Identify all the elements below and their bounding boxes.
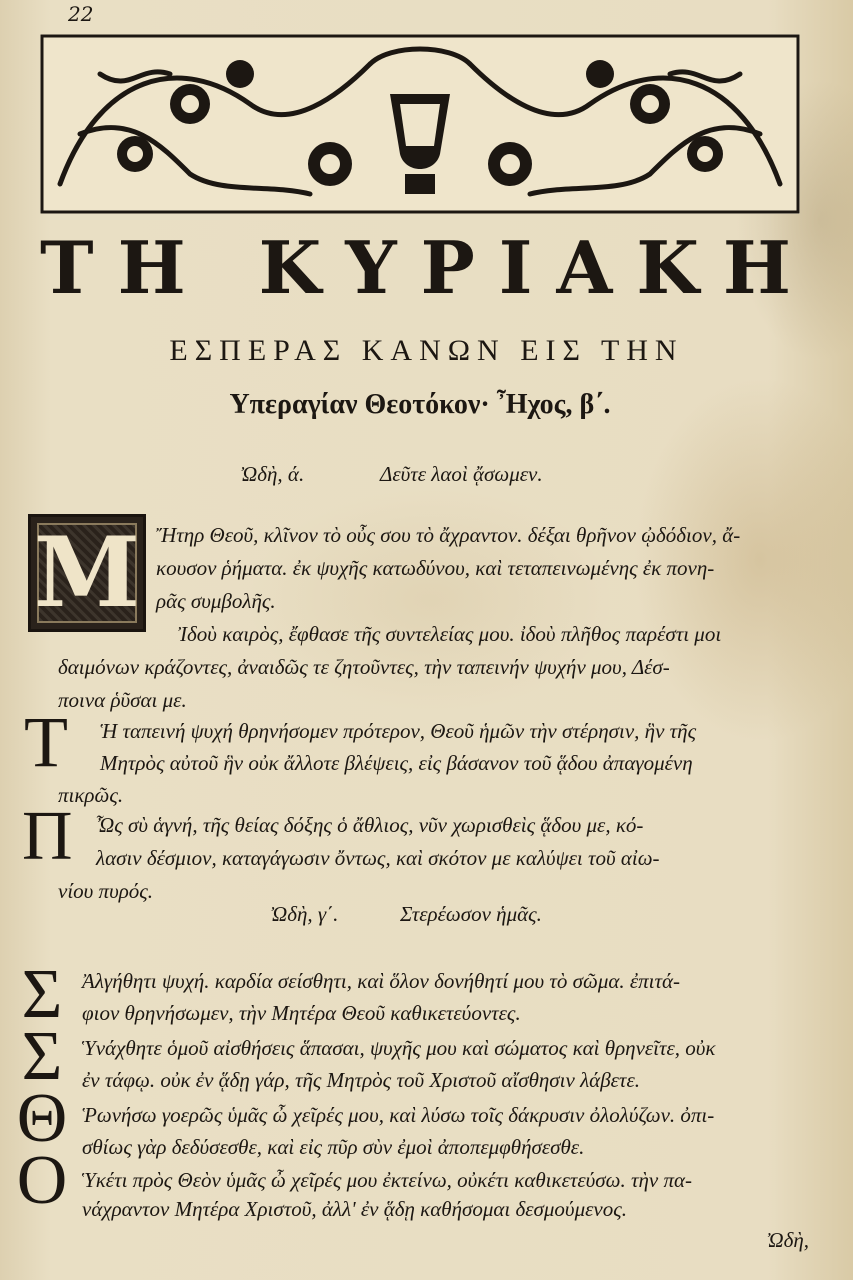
text-line: Ὦς σὺ ἁγνή, τῆς θείας δόξης ὁ ἄθλιος, νῦν χωρισθεὶς ᾅδου με, κό- — [96, 813, 644, 837]
text-line: κουσον ῥήματα. ἐκ ψυχῆς κατωδύνου, καὶ τεταπεινωμένης ἐκ πονη- — [156, 556, 715, 580]
text-line: πικρῶς. — [58, 783, 124, 807]
text-line: Ἀλγήθητι ψυχή. καρδία σείσθητι, καὶ ὅλον δονήθητί μου τὸ σῶμα. ἐπιτά- — [82, 969, 681, 993]
acrostic-letters — [8, 956, 76, 1220]
acrostic-letter: Θ — [16, 1080, 68, 1157]
text-line: Ἰδοὺ καιρὸς, ἔφθασε τῆς συντελείας μου. ἰδοὺ πλῆθος παρέστι μοι — [178, 622, 722, 646]
text-line: φιον θρηνήσωμεν, τὴν Μητέρα Θεοῦ καθικετεύοντες. — [82, 1001, 521, 1025]
ode-3-label: Ὠδὴ, γ΄. — [270, 902, 339, 926]
text-line: νίου πυρός. — [58, 879, 154, 903]
acrostic-letter: Ο — [16, 1142, 68, 1219]
text-line: σθίως γὰρ δεδύσεσθε, καὶ εἰς πῦρ σὺν ἐμοὶ ἀποπεμφθήσεσθε. — [82, 1135, 585, 1159]
subtitle: ΕΣΠΕΡΑΣ ΚΑΝΩΝ ΕΙΣ ΤΗΝ — [169, 334, 684, 367]
text-line: Ὑνάχθητε ὁμοῦ αἰσθήσεις ἅπασαι, ψυχῆς μου καὶ σώματος καὶ θρηνεῖτε, οὐκ — [82, 1036, 716, 1060]
text-line: λασιν δέσμιον, καταγάγωσιν ὄντως, καὶ σκότον με καλύψει τοῦ αἰω- — [96, 846, 660, 870]
decorated-initial-letter: Μ — [33, 516, 141, 629]
text-line: Ἤτηρ Θεοῦ, κλῖνον τὸ οὖς σου τὸ ἄχραντον. δέξαι θρῆνον ᾠδόδιον, ἄ- — [156, 523, 741, 547]
initial-capital: Τ — [24, 702, 68, 782]
text-line: Μητρὸς αὐτοῦ ἣν οὐκ ἄλλοτε βλέψεις, εἰς βάσανον τοῦ ᾅδου ἀπαγομένη — [100, 751, 693, 775]
text-line: δαιμόνων κράζοντες, ἀναιδῶς τε ζητοῦντες, τὴν ταπεινήν ψυχήν μου, Δέσ- — [58, 655, 670, 679]
acrostic-letter: Σ — [21, 956, 63, 1033]
text-line: Ὑκέτι πρὸς Θεὸν ὑμᾶς ὦ χεῖρές μου ἐκτείνω, οὐκέτι καθικετεύσω. τὴν πα- — [82, 1168, 693, 1192]
text-line: νάχραντον Μητέρα Χριστοῦ, ἀλλ' ἐν ᾅδῃ καθήσομαι δεσμούμενος. — [82, 1197, 627, 1221]
text-line: ρᾶς συμβολῆς. — [156, 589, 276, 613]
ode-1-text: Δεῦτε λαοὶ ᾄσωμεν. — [380, 462, 543, 486]
initial-capital: Π — [22, 798, 73, 875]
decorated-initial — [28, 514, 146, 632]
text-line: Ῥωνήσω γοερῶς ὑμᾶς ὦ χεῖρές μου, καὶ λύσω τοῖς δάκρυσιν ὀλολύζων. ὀπι- — [82, 1103, 715, 1127]
floral-headpiece-ornament — [40, 34, 800, 214]
heading: Υπεραγίαν Θεοτόκον· Ἦχος, β΄. — [229, 389, 611, 420]
ode-3-text: Στερέωσον ἡμᾶς. — [400, 902, 542, 926]
acrostic-letter: Σ — [21, 1018, 63, 1095]
page-title: ΤΗ ΚΥΡΙΑΚΗ — [40, 225, 815, 310]
catchword: Ὠδὴ, — [766, 1228, 809, 1252]
page-number: 22 — [68, 2, 94, 26]
text-line: Ἡ ταπεινή ψυχή θρηνήσομεν πρότερον, Θεοῦ ἡμῶν τὴν στέρησιν, ἣν τῆς — [100, 719, 697, 743]
text-line: ποινα ῥῦσαι με. — [58, 688, 187, 712]
text-line: ἐν τάφῳ. οὐκ ἐν ᾅδῃ γάρ, τῆς Μητρὸς τοῦ Χριστοῦ αἴσθησιν λάβετε. — [82, 1068, 640, 1092]
ode-1-label: Ὠδὴ, ά. — [240, 462, 305, 486]
